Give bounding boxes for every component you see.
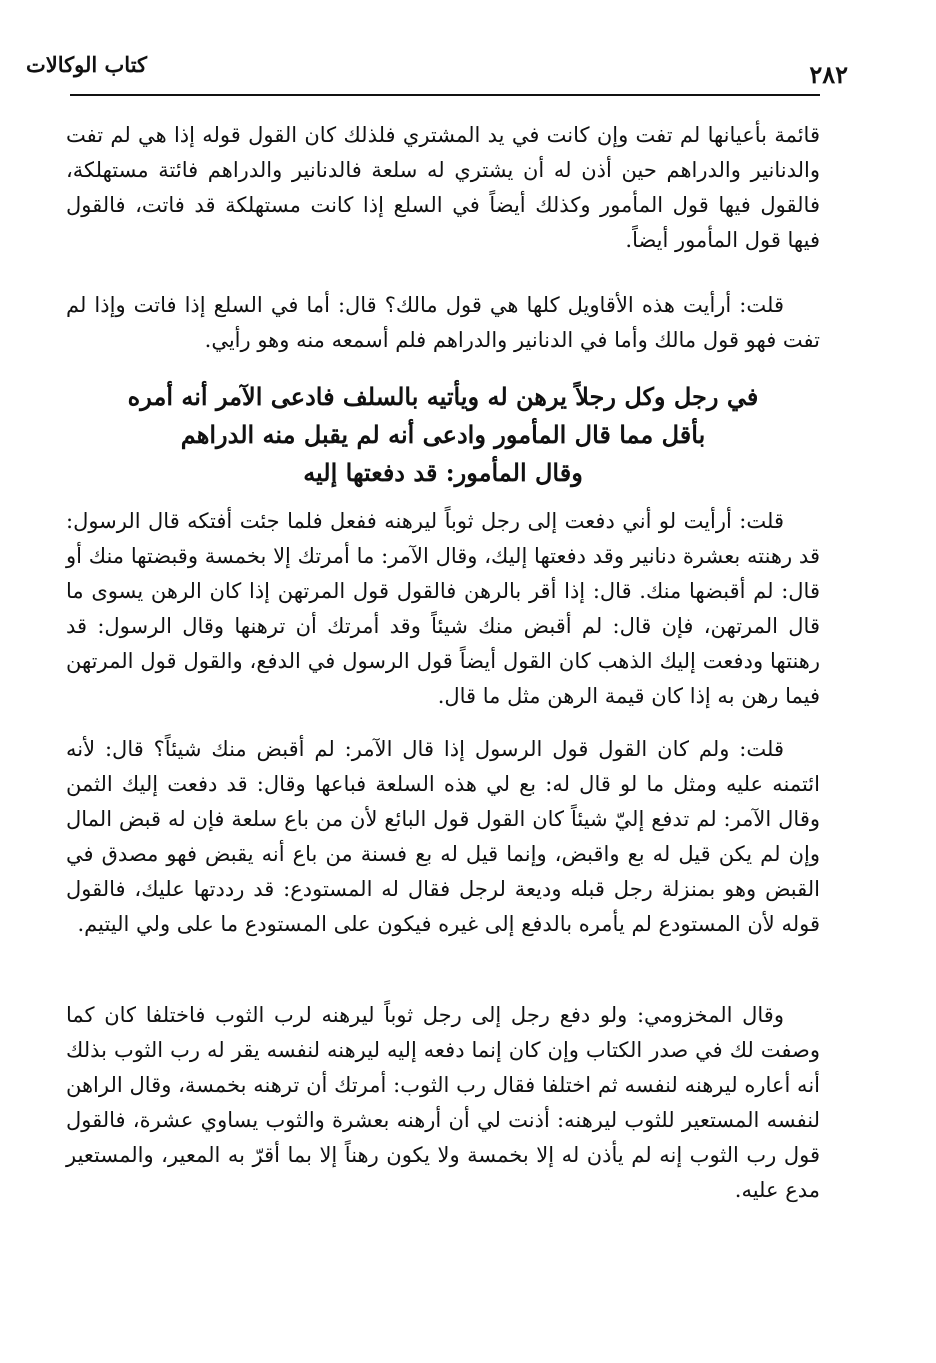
paragraph-messenger-reason: قلت: ولم كان القول قول الرسول إذا قال الآمر: لم أقبض منك شيئاً؟ قال: لأنه ائتمنه عليه ومثل ما لو قال له: بع لي هذه السلعة فباعها وقال: قد دفعت إليك الثمن وقال الآمر: لم تدفع إليّ شيئاً كان القول قول البائع لأن من باع سلعة فإن له قبض المال وإن لم يكن قيل له بع واقبض، وإنما قيل له بع فسنة من باع أنه يقبض فهو مصدق في القبض وهو بمنزلة رجل قبله وديعة لرجل فقال له المستودع: قد رددتها عليك، فالقول قوله لأن المستودع لم يأمره بالدفع إلى غيره فيكون على المستودع ما على ولي اليتيم. [66,737,820,936]
section-heading-line-2: بأقل مما قال المأمور وادعى أنه لم يقبل منه الدراهم [180,420,706,449]
paragraph-pledge-question: قلت: أرأيت لو أني دفعت إلى رجل ثوباً ليرهنه ففعل فلما جئت أفتكه قال الرسول: قد رهنته بعشرة دنانير وقد دفعتها إليك، وقال الآمر: ما أمرتك إلا بخمسة وقبضتها منك أو قال: لم أقبضها منك. قال: إذا أقر بالرهن فالقول قول المرتهن إذا كان الرهن يسوى ما قال المرتهن، فإن قال: لم أقبض منك شيئاً وقد أمرتك أن ترهنها وقال الرسول: قد رهنتها ودفعت إليك الذهب كان القول أيضاً قول الرسول في الدفع، والقول قول المرتهن فيما رهن به إذا كان قيمة الرهن مثل ما قال. [66,509,820,708]
section-heading [66,378,820,492]
section-heading-line-1: في رجل وكل رجلاً يرهن له ويأتيه بالسلف فادعى الآمر أنه أمره [127,382,759,411]
header-rule [70,94,820,96]
paragraph-question-malik: قلت: أرأيت هذه الأقاويل كلها هي قول مالك؟ قال: أما في السلع إذا فاتت وإذا لم تفت فهو قول مالك وأما في الدنانير والدراهم فلم أسمعه منه وهو رأيي. [66,293,820,352]
running-title: كتاب الوكالات [26,52,148,77]
paragraph-continuation: قائمة بأعيانها لم تفت وإن كانت في يد المشتري فلذلك كان القول قوله إذا هي لم تفت والدنانير والدراهم حين أذن له أن يشتري له سلعة فالدنانير والدراهم فائتة مستهلكة، فالقول فيها قول المأمور وكذلك أيضاً في السلع إذا كانت مستهلكة قد فاتت، فالقول فيها قول المأمور أيضاً. [66,123,820,252]
page-body [66,118,820,1228]
paragraph-makhzumi: وقال المخزومي: ولو دفع رجل إلى رجل ثوباً ليرهنه لرب الثوب فاختلفا كان كما وصفت لك في صدر الكتاب وإن كان إنما دفعه إليه ليرهنه لنفسه يقر له رب الثوب بذلك أنه أعاره ليرهنه لنفسه ثم اختلفا فقال رب الثوب: أمرتك أن ترهنه بخمسة، وقال الراهن لنفسه المستعير للثوب ليرهنه: أذنت لي أن أرهنه بعشرة والثوب يساوي عشرة، فالقول قول رب الثوب إنه لم يأذن له إلا بخمسة ولا يكون رهناً إلا بما أقرّ به المعير، والمستعير مدع عليه. [66,1003,820,1202]
section-heading-line-3: وقال المأمور: قد دفعتها إليه [303,458,583,487]
page-number: ٢٨٢ [809,60,848,89]
